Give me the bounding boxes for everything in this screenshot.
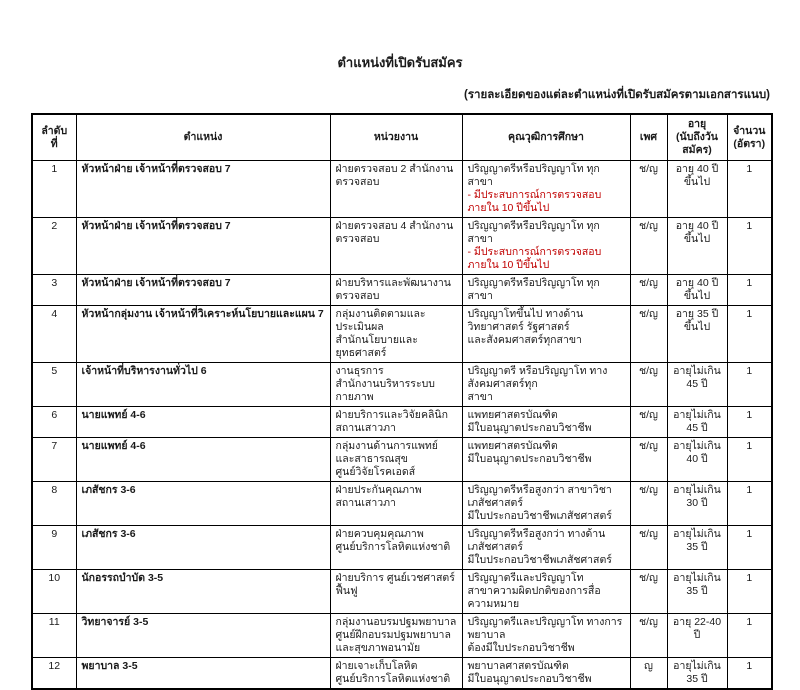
cell-line: กลุ่มงานติดตามและประเมินผล (335, 308, 426, 333)
count-cell: 1 (727, 438, 772, 482)
position-cell: หัวหน้าฝ่าย เจ้าหน้าที่ตรวจสอบ 7 (76, 161, 330, 218)
unit-cell (330, 407, 462, 438)
unit-cell (330, 438, 462, 482)
gender-cell: ช/ญ (630, 407, 667, 438)
column-header-5 (667, 114, 727, 161)
table-row (32, 482, 772, 526)
row-no-cell: 8 (32, 482, 76, 526)
qualification-cell (462, 526, 630, 570)
row-no-cell: 9 (32, 526, 76, 570)
table-row (32, 275, 772, 306)
cell-line: ศูนย์ฝึกอบรมปฐมพยาบาลและสุขภาพอนามัย (335, 629, 451, 654)
unit-cell (330, 482, 462, 526)
count-cell: 1 (727, 526, 772, 570)
gender-cell: ช/ญ (630, 161, 667, 218)
count-cell: 1 (727, 275, 772, 306)
header-line: (อัตรา) (733, 137, 766, 150)
position-cell: หัวหน้ากลุ่มงาน เจ้าหน้าที่วิเคราะห์นโยบายและแผน 7 (76, 306, 330, 363)
table-row (32, 363, 772, 407)
column-header-3 (462, 114, 630, 161)
header-line: อายุ (687, 118, 707, 130)
age-cell: อายุไม่เกิน 45 ปี (667, 363, 727, 407)
qualification-cell (462, 482, 630, 526)
gender-cell: ช/ญ (630, 363, 667, 407)
position-cell: นายแพทย์ 4-6 (76, 438, 330, 482)
qualification-cell (462, 570, 630, 614)
table-row (32, 407, 772, 438)
position-cell: นายแพทย์ 4-6 (76, 407, 330, 438)
cell-line: ฝ่ายบริการและวิจัยคลินิก (335, 409, 448, 421)
unit-cell (330, 526, 462, 570)
cell-line: ฝ่ายประกันคุณภาพ (335, 484, 422, 496)
cell-line: มีใบอนุญาตประกอบวิชาชีพ (467, 453, 592, 465)
gender-cell: ช/ญ (630, 614, 667, 658)
cell-line: สาขาความผิดปกติของการสื่อความหมาย (467, 585, 601, 610)
qualification-cell (462, 161, 630, 218)
count-cell: 1 (727, 218, 772, 275)
count-cell: 1 (727, 407, 772, 438)
count-cell: 1 (727, 161, 772, 218)
age-cell: อายุไม่เกิน 30 ปี (667, 482, 727, 526)
qualification-cell (462, 407, 630, 438)
qualification-cell (462, 614, 630, 658)
gender-cell: ช/ญ (630, 526, 667, 570)
row-no-cell: 5 (32, 363, 76, 407)
qualification-cell (462, 438, 630, 482)
cell-line: มีใบประกอบวิชาชีพเภสัชศาสตร์ (467, 554, 612, 566)
cell-line: ปริญญาตรีและปริญญาโท (467, 572, 584, 584)
cell-line: สำนักนโยบายและยุทธศาสตร์ (335, 334, 418, 359)
cell-line: ปริญญาโทขึ้นไป ทางด้านวิทยาศาสตร์ รัฐศาสตร์ (467, 308, 584, 333)
column-header-4 (630, 114, 667, 161)
cell-line: มีใบอนุญาตประกอบวิชาชีพ (467, 673, 592, 685)
unit-cell (330, 363, 462, 407)
table-row (32, 658, 772, 690)
table-row (32, 161, 772, 218)
header-line: เพศ (639, 131, 658, 143)
cell-line: ต้องมีใบประกอบวิชาชีพ (467, 642, 575, 654)
age-cell: อายุไม่เกิน 35 ปี (667, 570, 727, 614)
qualification-cell (462, 363, 630, 407)
gender-cell: ช/ญ (630, 218, 667, 275)
table-row (32, 614, 772, 658)
cell-line: มีใบประกอบวิชาชีพเภสัชศาสตร์ (467, 510, 612, 522)
cell-line: กลุ่มงานด้านการแพทย์และสาธารณสุข (335, 440, 438, 465)
cell-line: ฝ่ายบริการ ศูนย์เวชศาสตร์ฟื้นฟู (335, 572, 455, 597)
cell-line: แพทยศาสตรบัณฑิต (467, 440, 558, 452)
age-cell: อายุ 40 ปี ขึ้นไป (667, 275, 727, 306)
qualification-cell (462, 658, 630, 690)
position-cell: หัวหน้าฝ่าย เจ้าหน้าที่ตรวจสอบ 7 (76, 275, 330, 306)
gender-cell: ช/ญ (630, 438, 667, 482)
age-cell: อายุ 40 ปี ขึ้นไป (667, 161, 727, 218)
unit-cell (330, 570, 462, 614)
unit-cell (330, 275, 462, 306)
position-cell: เภสัชกร 3-6 (76, 482, 330, 526)
cell-line: กลุ่มงานอบรมปฐมพยาบาล (335, 616, 457, 628)
position-cell: นักอรรถบำบัด 3-5 (76, 570, 330, 614)
positions-table (31, 113, 773, 690)
age-cell: อายุ 40 ปี ขึ้นไป (667, 218, 727, 275)
column-header-2 (330, 114, 462, 161)
cell-line: พยาบาลศาสตรบัณฑิต (467, 660, 569, 672)
header-line: (นับถึงวันสมัคร) (676, 131, 718, 156)
column-header-1 (76, 114, 330, 161)
unit-cell (330, 161, 462, 218)
table-body (32, 161, 772, 690)
count-cell: 1 (727, 658, 772, 690)
page-title: ตำแหน่งที่เปิดรับสมัคร (337, 55, 463, 70)
gender-cell: ช/ญ (630, 482, 667, 526)
header-line: ลำดับ (41, 124, 68, 137)
column-header-0 (32, 114, 76, 161)
cell-line: สำนักงานบริหารระบบกายภาพ (335, 378, 435, 403)
row-no-cell: 7 (32, 438, 76, 482)
table-header (32, 114, 772, 161)
gender-cell: ญ (630, 658, 667, 690)
header-line: ตำแหน่ง (183, 131, 223, 143)
cell-line: ศูนย์วิจัยโรคเอดส์ (335, 466, 416, 478)
cell-line: สถานเสาวภา (335, 422, 396, 434)
table-row (32, 218, 772, 275)
cell-line: แพทยศาสตรบัณฑิต (467, 409, 558, 421)
cell-line: ฝ่ายตรวจสอบ 2 สำนักงานตรวจสอบ (335, 163, 454, 188)
page-subtitle: (รายละเอียดของแต่ละตำแหน่งที่เปิดรับสมัครตามเอกสารแนบ) (464, 89, 770, 101)
cell-line: สาขา (467, 391, 493, 403)
column-header-6 (727, 114, 772, 161)
cell-line: ปริญญาตรีหรือปริญญาโท ทุกสาขา (467, 163, 600, 188)
position-cell: เจ้าหน้าที่บริหารงานทั่วไป 6 (76, 363, 330, 407)
header-line: ที่ (50, 137, 58, 150)
gender-cell: ช/ญ (630, 570, 667, 614)
count-cell: 1 (727, 363, 772, 407)
row-no-cell: 10 (32, 570, 76, 614)
cell-line: ฝ่ายควบคุมคุณภาพ (335, 528, 424, 540)
count-cell: 1 (727, 614, 772, 658)
row-no-cell: 11 (32, 614, 76, 658)
age-cell: อายุไม่เกิน 35 ปี (667, 526, 727, 570)
row-no-cell: 2 (32, 218, 76, 275)
row-no-cell: 1 (32, 161, 76, 218)
table-row (32, 570, 772, 614)
cell-line: มีใบอนุญาตประกอบวิชาชีพ (467, 422, 592, 434)
cell-line: และสังคมศาสตร์ทุกสาขา (467, 334, 582, 346)
age-cell: อายุ 22-40 ปี (667, 614, 727, 658)
cell-line: ฝ่ายตรวจสอบ 4 สำนักงานตรวจสอบ (335, 220, 454, 245)
age-cell: อายุไม่เกิน 35 ปี (667, 658, 727, 690)
qualification-cell (462, 306, 630, 363)
header-line: คุณวุฒิการศึกษา (508, 131, 584, 143)
table-row (32, 526, 772, 570)
header-line: จำนวน (733, 124, 766, 137)
cell-line: ฝ่ายบริหารและพัฒนางานตรวจสอบ (335, 277, 451, 302)
row-no-cell: 6 (32, 407, 76, 438)
count-cell: 1 (727, 570, 772, 614)
table-row (32, 438, 772, 482)
qualification-cell (462, 275, 630, 306)
cell-line: ศูนย์บริการโลหิตแห่งชาติ (335, 541, 451, 553)
unit-cell (330, 658, 462, 690)
cell-line: ศูนย์บริการโลหิตแห่งชาติ (335, 673, 451, 685)
unit-cell (330, 306, 462, 363)
cell-line: ปริญญาตรีหรือปริญญาโท ทุกสาขา (467, 277, 600, 302)
age-cell: อายุ 35 ปีขึ้นไป (667, 306, 727, 363)
cell-line: ปริญญาตรีหรือสูงกว่า สาขาวิชาเภสัชศาสตร์ (467, 484, 612, 509)
position-cell: หัวหน้าฝ่าย เจ้าหน้าที่ตรวจสอบ 7 (76, 218, 330, 275)
row-no-cell: 3 (32, 275, 76, 306)
header-line: หน่วยงาน (373, 131, 419, 143)
gender-cell: ช/ญ (630, 275, 667, 306)
experience-note-red: - มีประสบการณ์การตรวจสอบภายใน 10 ปีขึ้นไป (467, 246, 602, 271)
cell-line: ปริญญาตรีหรือปริญญาโท ทุกสาขา (467, 220, 600, 245)
position-cell: วิทยาจารย์ 3-5 (76, 614, 330, 658)
position-cell: พยาบาล 3-5 (76, 658, 330, 690)
cell-line: ปริญญาตรีและปริญญาโท ทางการพยาบาล (467, 616, 623, 641)
age-cell: อายุไม่เกิน 40 ปี (667, 438, 727, 482)
unit-cell (330, 218, 462, 275)
experience-note-red: - มีประสบการณ์การตรวจสอบภายใน 10 ปีขึ้นไป (467, 189, 602, 214)
table-header-row (32, 114, 772, 161)
cell-line: ฝ่ายเจาะเก็บโลหิต (335, 660, 418, 672)
row-no-cell: 12 (32, 658, 76, 690)
count-cell: 1 (727, 482, 772, 526)
cell-line: งานธุรการ (335, 365, 384, 377)
position-cell: เภสัชกร 3-6 (76, 526, 330, 570)
gender-cell: ช/ญ (630, 306, 667, 363)
table-row (32, 306, 772, 363)
count-cell: 1 (727, 306, 772, 363)
unit-cell (330, 614, 462, 658)
cell-line: สถานเสาวภา (335, 497, 396, 509)
cell-line: ปริญญาตรี หรือปริญญาโท ทางสังคมศาสตร์ทุก (467, 365, 608, 390)
qualification-cell (462, 218, 630, 275)
row-no-cell: 4 (32, 306, 76, 363)
cell-line: ปริญญาตรีหรือสูงกว่า ทางด้านเภสัชศาสตร์ (467, 528, 606, 553)
age-cell: อายุไม่เกิน 45 ปี (667, 407, 727, 438)
